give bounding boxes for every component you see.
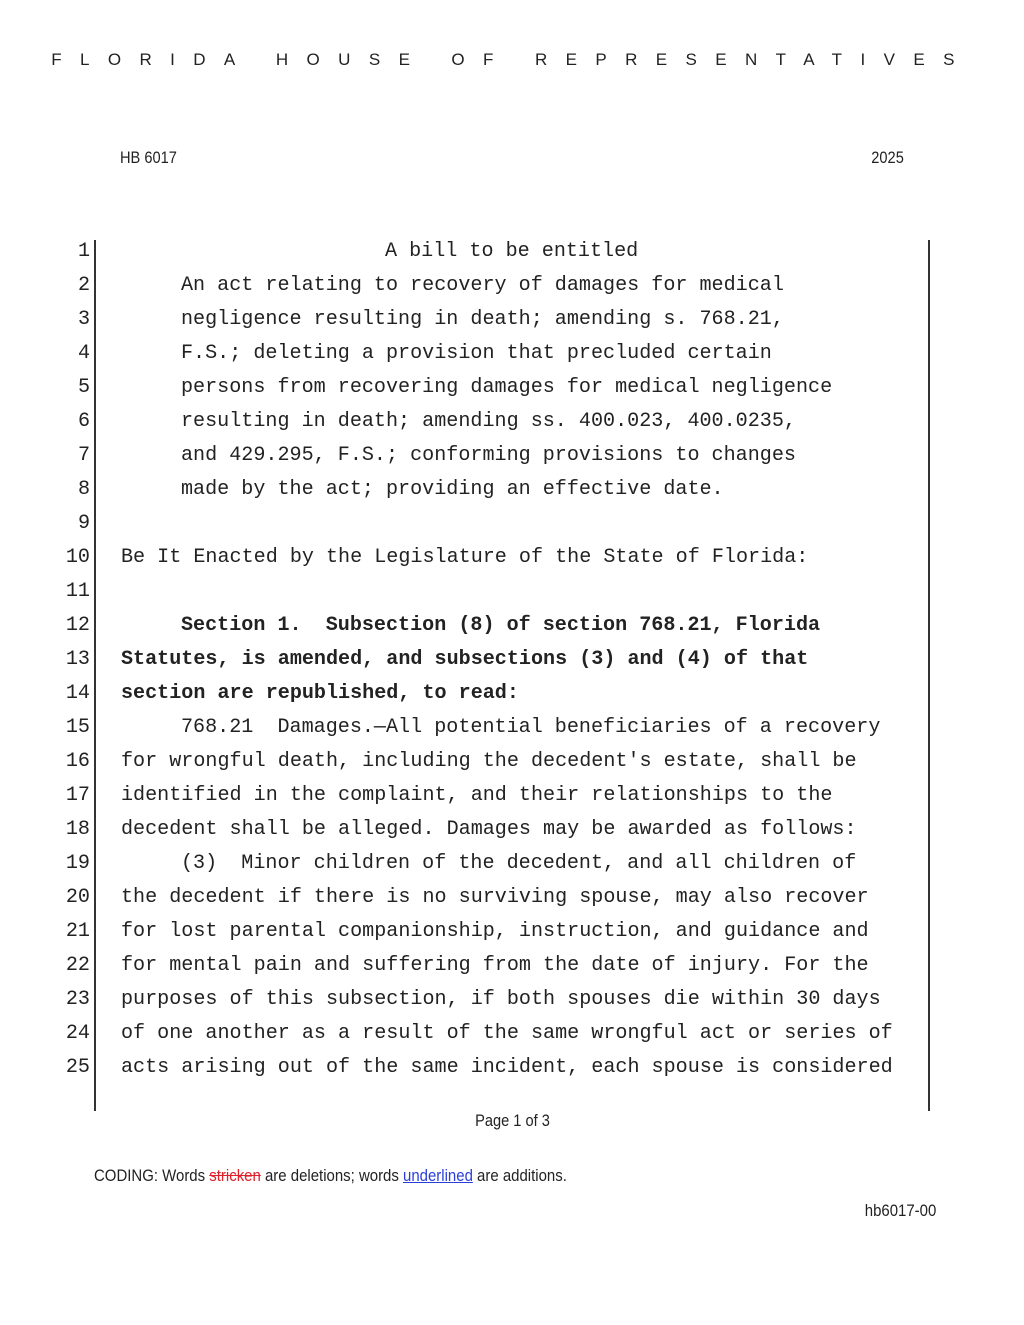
line-text: acts arising out of the same incident, each spouse is considered [121, 1056, 893, 1079]
bill-line [0, 337, 1024, 371]
line-number: 18 [65, 818, 90, 841]
bill-line [0, 371, 1024, 405]
coding-prefix: CODING: Words [94, 1166, 210, 1185]
bill-line [0, 949, 1024, 983]
line-text: for mental pain and suffering from the date of injury. For the [121, 954, 869, 977]
bill-line [0, 643, 1024, 677]
bill-line [0, 881, 1024, 915]
bill-line [0, 745, 1024, 779]
bill-line [0, 847, 1024, 881]
line-text: identified in the complaint, and their relationships to the [121, 784, 833, 807]
bill-line [0, 711, 1024, 745]
bill-line [0, 507, 1024, 541]
line-text: section are republished, to read: [121, 682, 519, 705]
line-text: Section 1. Subsection (8) of section 768.21, Florida [181, 614, 821, 637]
line-number: 7 [77, 444, 90, 467]
line-number: 23 [65, 988, 90, 1011]
line-text: made by the act; providing an effective date. [181, 478, 724, 501]
line-number: 21 [65, 920, 90, 943]
bill-text-body [0, 235, 1024, 1085]
line-number: 17 [65, 784, 90, 807]
bill-line [0, 609, 1024, 643]
agency-header: FLORIDA HOUSE OF REPRESENTATIVES [51, 50, 973, 69]
line-text: negligence resulting in death; amending s. 768.21, [181, 308, 784, 331]
line-number: 2 [77, 274, 90, 297]
bill-line [0, 575, 1024, 609]
line-number: 3 [77, 308, 90, 331]
line-text: Be It Enacted by the Legislature of the State of Florida: [121, 546, 809, 569]
coding-legend [94, 1166, 567, 1186]
line-number: 13 [65, 648, 90, 671]
line-text: persons from recovering damages for medical negligence [181, 376, 833, 399]
page-number-label: Page 1 of 3 [474, 1111, 550, 1130]
line-text: of one another as a result of the same wrongful act or series of [121, 1022, 893, 1045]
line-number: 10 [65, 546, 90, 569]
bill-line [0, 439, 1024, 473]
line-number: 15 [65, 716, 90, 739]
bill-line [0, 813, 1024, 847]
line-text: 768.21 Damages.—All potential beneficiaries of a recovery [181, 716, 881, 739]
bill-line [0, 779, 1024, 813]
bill-line [0, 915, 1024, 949]
coding-suffix: are additions. [472, 1166, 567, 1185]
bill-line [0, 541, 1024, 575]
coding-stricken-sample: stricken [209, 1166, 261, 1185]
line-number: 22 [65, 954, 90, 977]
line-number: 1 [77, 240, 90, 263]
line-text: An act relating to recovery of damages for medical [181, 274, 784, 297]
line-number: 5 [77, 376, 90, 399]
line-number: 4 [77, 342, 90, 365]
line-text: purposes of this subsection, if both spouses die within 30 days [121, 988, 881, 1011]
line-number: 20 [65, 886, 90, 909]
line-text: (3) Minor children of the decedent, and all children of [181, 852, 857, 875]
line-text: A bill to be entitled [385, 240, 639, 263]
page-number [0, 1111, 1024, 1131]
line-number: 16 [65, 750, 90, 773]
document-code: hb6017-00 [864, 1201, 936, 1220]
line-number: 24 [65, 1022, 90, 1045]
line-text: resulting in death; amending ss. 400.023, 400.0235, [181, 410, 796, 433]
bill-line [0, 269, 1024, 303]
bill-line [0, 983, 1024, 1017]
line-number: 9 [77, 512, 90, 535]
line-text: the decedent if there is no surviving spouse, may also recover [121, 886, 869, 909]
line-text: for lost parental companionship, instruction, and guidance and [121, 920, 869, 943]
bill-line [0, 303, 1024, 337]
line-text: for wrongful death, including the decedent's estate, shall be [121, 750, 857, 773]
line-number: 6 [77, 410, 90, 433]
bill-line [0, 405, 1024, 439]
coding-underlined-sample: underlined [403, 1166, 473, 1185]
line-number: 25 [65, 1056, 90, 1079]
bill-line [0, 1017, 1024, 1051]
bill-line [0, 473, 1024, 507]
line-number: 12 [65, 614, 90, 637]
line-text: and 429.295, F.S.; conforming provisions to changes [181, 444, 796, 467]
line-number: 14 [65, 682, 90, 705]
line-number: 8 [77, 478, 90, 501]
line-text: Statutes, is amended, and subsections (3) and (4) of that [121, 648, 809, 671]
line-number: 11 [65, 580, 90, 603]
bill-year: 2025 [871, 148, 904, 167]
bill-number: HB 6017 [120, 148, 177, 167]
line-number: 19 [65, 852, 90, 875]
line-text: decedent shall be alleged. Damages may be awarded as follows: [121, 818, 857, 841]
line-text: F.S.; deleting a provision that precluded certain [181, 342, 772, 365]
bill-line [0, 677, 1024, 711]
bill-line [0, 1051, 1024, 1085]
coding-middle: are deletions; words [260, 1166, 404, 1185]
bill-line [0, 235, 1024, 269]
